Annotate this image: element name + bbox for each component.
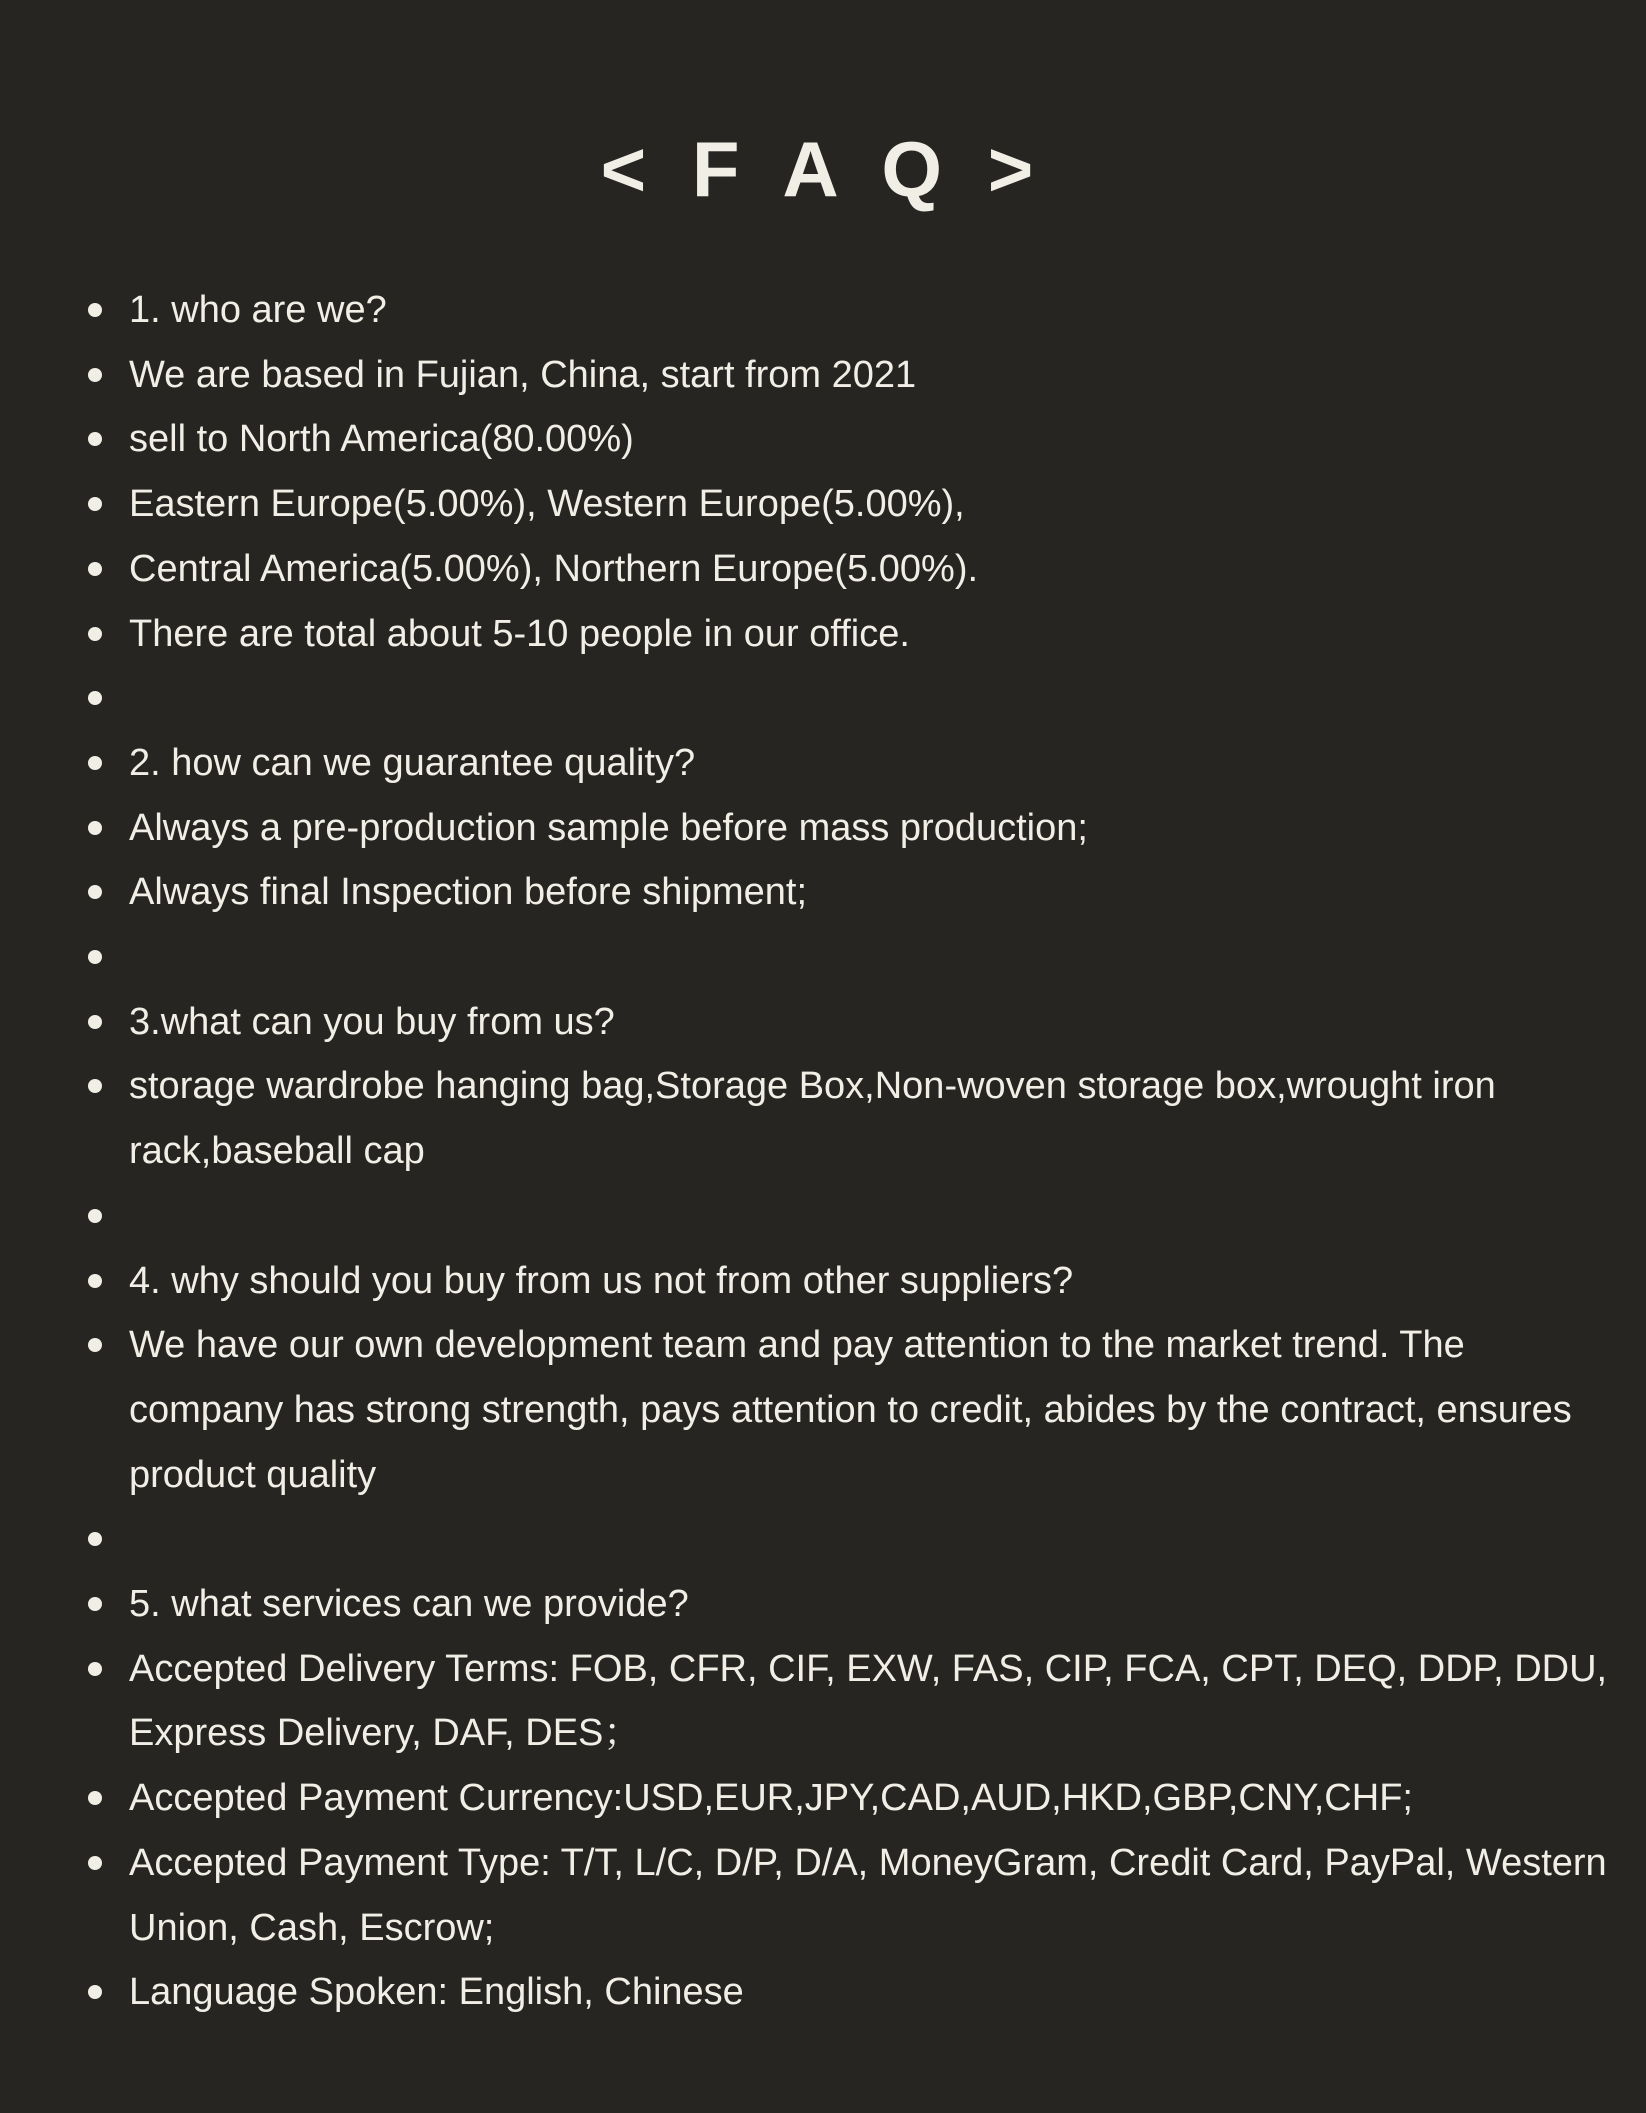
list-item: Language Spoken: English, Chinese (88, 1960, 1608, 2025)
list-item: We have our own development team and pay attention to the market trend. The company has strong strength, pays attention to credit, abides by the contract, ensures product quality (88, 1313, 1608, 1507)
list-item: 1. who are we? (88, 278, 1608, 343)
list-item: Always final Inspection before shipment; (88, 860, 1608, 925)
list-item: Accepted Payment Currency:USD,EUR,JPY,CAD,AUD,HKD,GBP,CNY,CHF; (88, 1766, 1608, 1831)
list-item: We are based in Fujian, China, start from 2021 (88, 343, 1608, 408)
list-item: Central America(5.00%), Northern Europe(5.00%). (88, 537, 1608, 602)
list-item-empty (88, 1184, 1608, 1249)
list-item-empty (88, 1507, 1608, 1572)
list-item: 5. what services can we provide? (88, 1572, 1608, 1637)
page-title: < F A Q > (600, 125, 1046, 213)
list-item-empty (88, 925, 1608, 990)
list-item: sell to North America(80.00%) (88, 407, 1608, 472)
faq-list (88, 278, 1608, 2025)
list-item: Accepted Payment Type: T/T, L/C, D/P, D/A, MoneyGram, Credit Card, PayPal, Western Union, Cash, Escrow; (88, 1831, 1608, 1960)
list-item: There are total about 5-10 people in our office. (88, 602, 1608, 667)
list-item: 2. how can we guarantee quality? (88, 731, 1608, 796)
list-item-empty (88, 666, 1608, 731)
list-item: Accepted Delivery Terms: FOB, CFR, CIF, EXW, FAS, CIP, FCA, CPT, DEQ, DDP, DDU, Express Delivery, DAF, DES； (88, 1637, 1608, 1766)
list-item: Always a pre-production sample before mass production; (88, 796, 1608, 861)
list-item: 4. why should you buy from us not from other suppliers? (88, 1249, 1608, 1314)
list-item: Eastern Europe(5.00%), Western Europe(5.00%), (88, 472, 1608, 537)
list-item: 3.what can you buy from us? (88, 990, 1608, 1055)
list-item: storage wardrobe hanging bag,Storage Box,Non-woven storage box,wrought iron rack,baseball cap (88, 1054, 1608, 1183)
